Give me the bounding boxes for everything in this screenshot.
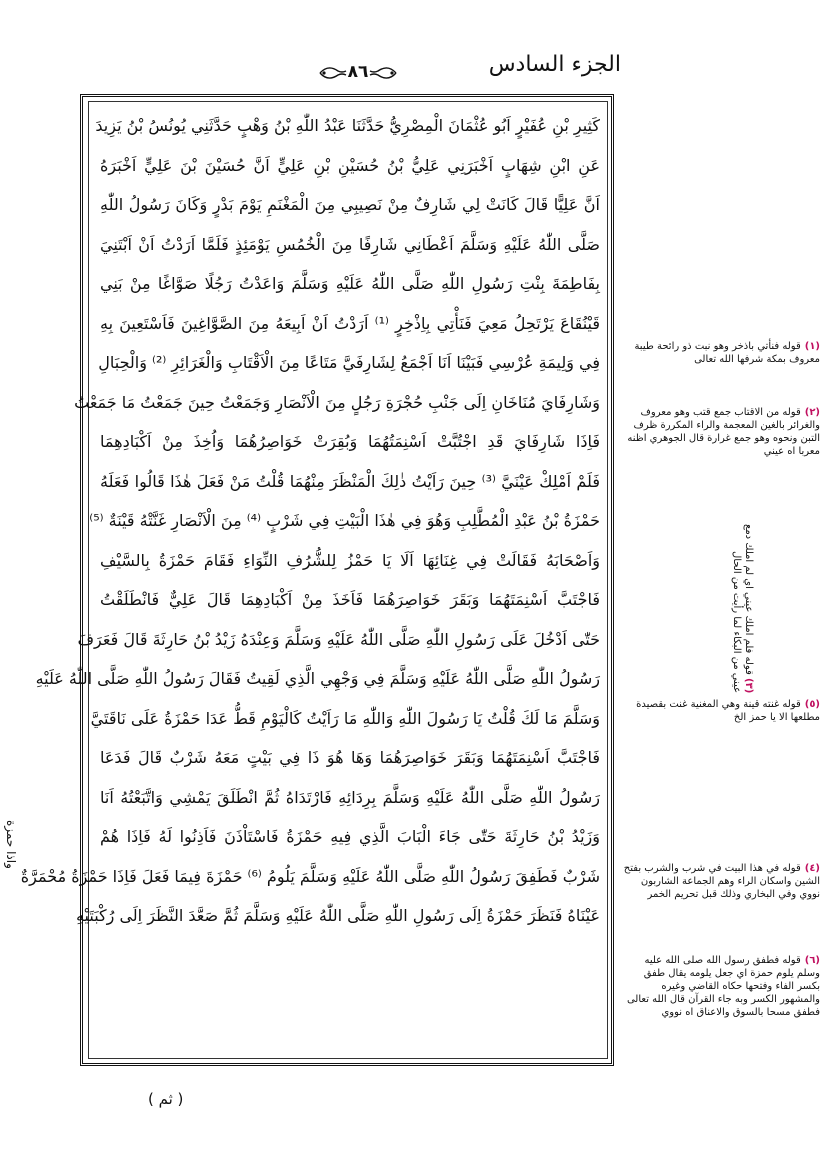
catchword: ( ثم ) — [148, 1090, 184, 1108]
part-title: الجزء السادس — [488, 52, 621, 77]
text-line: قَيْنُقَاعَ يَرْتَحِلُ مَعِيَ فَنَأْتِي بِاِذْخِرٍ ⁽¹⁾ اَرَدْتُ اَنْ اَبِيعَهُ مِنَ الصَّوَّاغِينَ فَاَسْتَعِينَ بِهِ — [100, 313, 601, 333]
text-line: وَزَيْدُ بْنُ حَارِثَةَ حَتّٰى جَاءَ الْبَابَ الَّذِي فِيهِ حَمْزَةُ فَاسْتَاْذَنَ فَاَذِنُوا لَهُ فَاِذَا هُمْ — [100, 827, 600, 846]
text-line: فَاجْتَبَّ اَسْنِمَتَهُمَا وَبَقَرَ خَوَاصِرَهُمَا وَهَا هُوَ ذَا فِي بَيْتٍ مَعَهُ شَرْبٌ قَالَ فَدَعَا — [100, 748, 600, 767]
text-line: بِفَاطِمَةَ بِنْتِ رَسُولِ اللّٰهِ صَلَّى اللّٰهُ عَلَيْهِ وَسَلَّمَ وَاعَدْتُ رَجُلًا صَوَّاغًا مِنْ بَنِي — [100, 274, 600, 293]
text-line: فَلَمْ اَمْلِكْ عَيْنَيَّ ⁽³⁾ حِينَ رَاَيْتُ ذٰلِكَ الْمَنْظَرَ مِنْهُمَا قُلْتُ مَنْ فَعَلَ هٰذَا قَالُوا فَعَلَهُ — [100, 471, 600, 491]
note-text: قوله فنأتي باذخر وهو نبت ذو رائحة طيبة معروف بمكة شرفها الله تعالى — [634, 341, 820, 365]
page-header — [0, 0, 827, 96]
margin-note-5 — [620, 698, 820, 724]
note-text: قوله غنته قينة وهي المغنية غنت بقصيدة مطلعها الا يا حمز الخ — [636, 699, 820, 723]
text-line: صَلَّى اللّٰهُ عَلَيْهِ وَسَلَّمَ اَعْطَانِي شَارِفًا مِنَ الْخُمُسِ يَوْمَئِذٍ فَلَمَّا اَرَدْتُ اَنْ اَبْتَنِيَ — [100, 234, 600, 254]
note-number: (٥) — [804, 699, 820, 710]
note-number: (٣) — [743, 677, 754, 693]
note-number: (٤) — [804, 863, 820, 874]
note-text: قوله فطفق رسول الله صلى الله عليه وسلم يلوم حمزة اي جعل يلومه يقال طفق بكسر الفاء وفتحها حكاه القاضي وغيره والمشهور الكسر وبه جاء القرآن قال الله تعالى فطفق مسحا بالسوق والاعناق اه نووي — [626, 955, 820, 1018]
text-line: رَسُولُ اللّٰهِ صَلَّى اللّٰهُ عَلَيْهِ وَسَلَّمَ بِرِدَائِهِ فَارْتَدَاهُ ثُمَّ انْطَلَقَ يَمْشِي وَاتَّبَعْتُهُ اَنَا — [100, 787, 600, 807]
text-line: فَاجْتَبَّ اَسْنِمَتَهُمَا وَبَقَرَ خَوَاصِرَهُمَا فَاَخَذَ مِنْ اَكْبَادِهِمَا قَالَ عَلِيٌّ فَانْطَلَقْتُ — [100, 590, 600, 609]
text-line: كَثِيرِ بْنِ عُفَيْرٍ اَبُو عُثْمَانَ الْمِصْرِيُّ حَدَّثَنَا عَبْدُ اللّٰهِ بْنُ وَهْبٍ حَدَّثَنِي يُونُسُ بْنُ يَزِيدَ — [95, 116, 600, 135]
left-margin-word: واذا حمزة — [4, 820, 18, 869]
note-text: قوله فلم املك عيني اي لم املك دمع عيني من البكاء لما رأيت من الحال — [731, 523, 754, 693]
note-number: (٢) — [804, 407, 820, 418]
text-line: رَسُولُ اللّٰهِ صَلَّى اللّٰهُ عَلَيْهِ وَسَلَّمَ فِي وَجْهِي الَّذِي لَقِيتُ فَقَالَ رَسُولُ اللّٰهِ صَلَّى اللّٰهُ عَلَيْهِ — [35, 669, 600, 688]
text-line: فِي وَلِيمَةِ عُرْسِي فَبَيْنَا اَنَا اَجْمَعُ لِشَارِفَيَّ مَتَاعًا مِنَ الْاَقْتَابِ وَالْغَرَائِرِ ⁽²⁾ وَالْحِبَالِ — [98, 353, 600, 372]
text-line: عَيْنَاهُ فَنَظَرَ حَمْزَةُ اِلَى رَسُولِ اللّٰهِ صَلَّى اللّٰهُ عَلَيْهِ وَسَلَّمَ ثُمَّ صَعَّدَ النَّظَرَ اِلَى رُكْبَتَيْهِ — [75, 906, 600, 925]
text-line: شَرْبٌ فَطَفِقَ رَسُولُ اللّٰهِ صَلَّى اللّٰهُ عَلَيْهِ وَسَلَّمَ يَلُومُ ⁽⁶⁾ حَمْزَةَ فِيمَا فَعَلَ فَاِذَا حَمْزَةُ مُحْمَرَّةٌ — [20, 866, 600, 886]
text-line: وَاَصْحَابَهُ فَقَالَتْ فِي غِنَائِهَا اَلَا يَا حَمْزُ لِلشُّرُفِ النِّوَاءِ فَقَامَ حَمْزَةُ بِالسَّيْفِ — [100, 550, 600, 570]
text-line: عَنِ ابْنِ شِهَابٍ اَخْبَرَنِي عَلِيُّ بْنُ حُسَيْنِ بْنِ عَلِيٍّ اَنَّ حُسَيْنَ بْنَ عَلِيٍّ اَخْبَرَهُ — [100, 155, 600, 175]
margin-note-2 — [620, 406, 820, 458]
note-text: قوله من الاقتاب جمع قتب وهو معروف والغرائر بالغين المعجمة والراء المكررة ظرف التبن ونحوه وهو جمع غرارة قال الجوهري اظنه معربا اه عيني — [627, 407, 820, 457]
text-line: اَنَّ عَلِيًّا قَالَ كَانَتْ لِي شَارِفٌ مِنْ نَصِيبِي مِنَ الْمَغْنَمِ يَوْمَ بَدْرٍ وَكَانَ رَسُولُ اللّٰهِ — [100, 195, 600, 214]
margin-note-1 — [620, 340, 820, 366]
text-line: حَتّٰى اَدْخُلَ عَلَى رَسُولِ اللّٰهِ صَلَّى اللّٰهُ عَلَيْهِ وَسَلَّمَ وَعِنْدَهُ زَيْدُ بْنُ حَارِثَةَ قَالَ فَعَرَفَ — [77, 629, 600, 649]
margin-notes — [620, 100, 825, 1070]
main-text — [20, 106, 601, 936]
note-text: قوله في هذا البيت في شرب والشرب بفتح الشين واسكان الراء وهم الجماعة الشاربون نووي وفي البخاري وذلك قبل تحريم الخمر — [623, 863, 820, 900]
margin-note-4 — [620, 862, 820, 901]
margin-note-3-vertical — [694, 513, 754, 693]
text-line: وَسَلَّمَ مَا لَكَ قُلْتُ يَا رَسُولَ اللّٰهِ وَاللّٰهِ مَا رَاَيْتُ كَالْيَوْمِ قَطُّ عَدَا حَمْزَةُ عَلَى نَاقَتَيَّ — [90, 708, 600, 728]
margin-note-6 — [620, 954, 820, 1019]
text-line: وَشَارِفَايَ مُنَاخَانِ اِلَى جَنْبِ حُجْرَةِ رَجُلٍ مِنَ الْاَنْصَارِ وَجَمَعْتُ حِينَ جَمَعْتُ مَا جَمَعْتُ — [74, 392, 600, 412]
page-number: ٨٦ — [347, 62, 369, 82]
page-number-ornament — [318, 60, 398, 86]
text-line: حَمْزَةُ بْنُ عَبْدِ الْمُطَّلِبِ وَهُوَ فِي هٰذَا الْبَيْتِ فِي شَرْبٍ ⁽⁴⁾ مِنَ الْاَنْصَارِ غَنَّتْهُ قَيْنَةٌ ⁽⁵⁾ — [89, 511, 600, 530]
note-number: (٦) — [804, 955, 820, 966]
text-line: فَاِذَا شَارِفَايَ قَدِ اجْتُبَّتْ اَسْنِمَتُهُمَا وَبُقِرَتْ خَوَاصِرُهُمَا وَاُخِذَ مِنْ اَكْبَادِهِمَا — [100, 432, 600, 451]
note-number: (١) — [804, 341, 820, 352]
